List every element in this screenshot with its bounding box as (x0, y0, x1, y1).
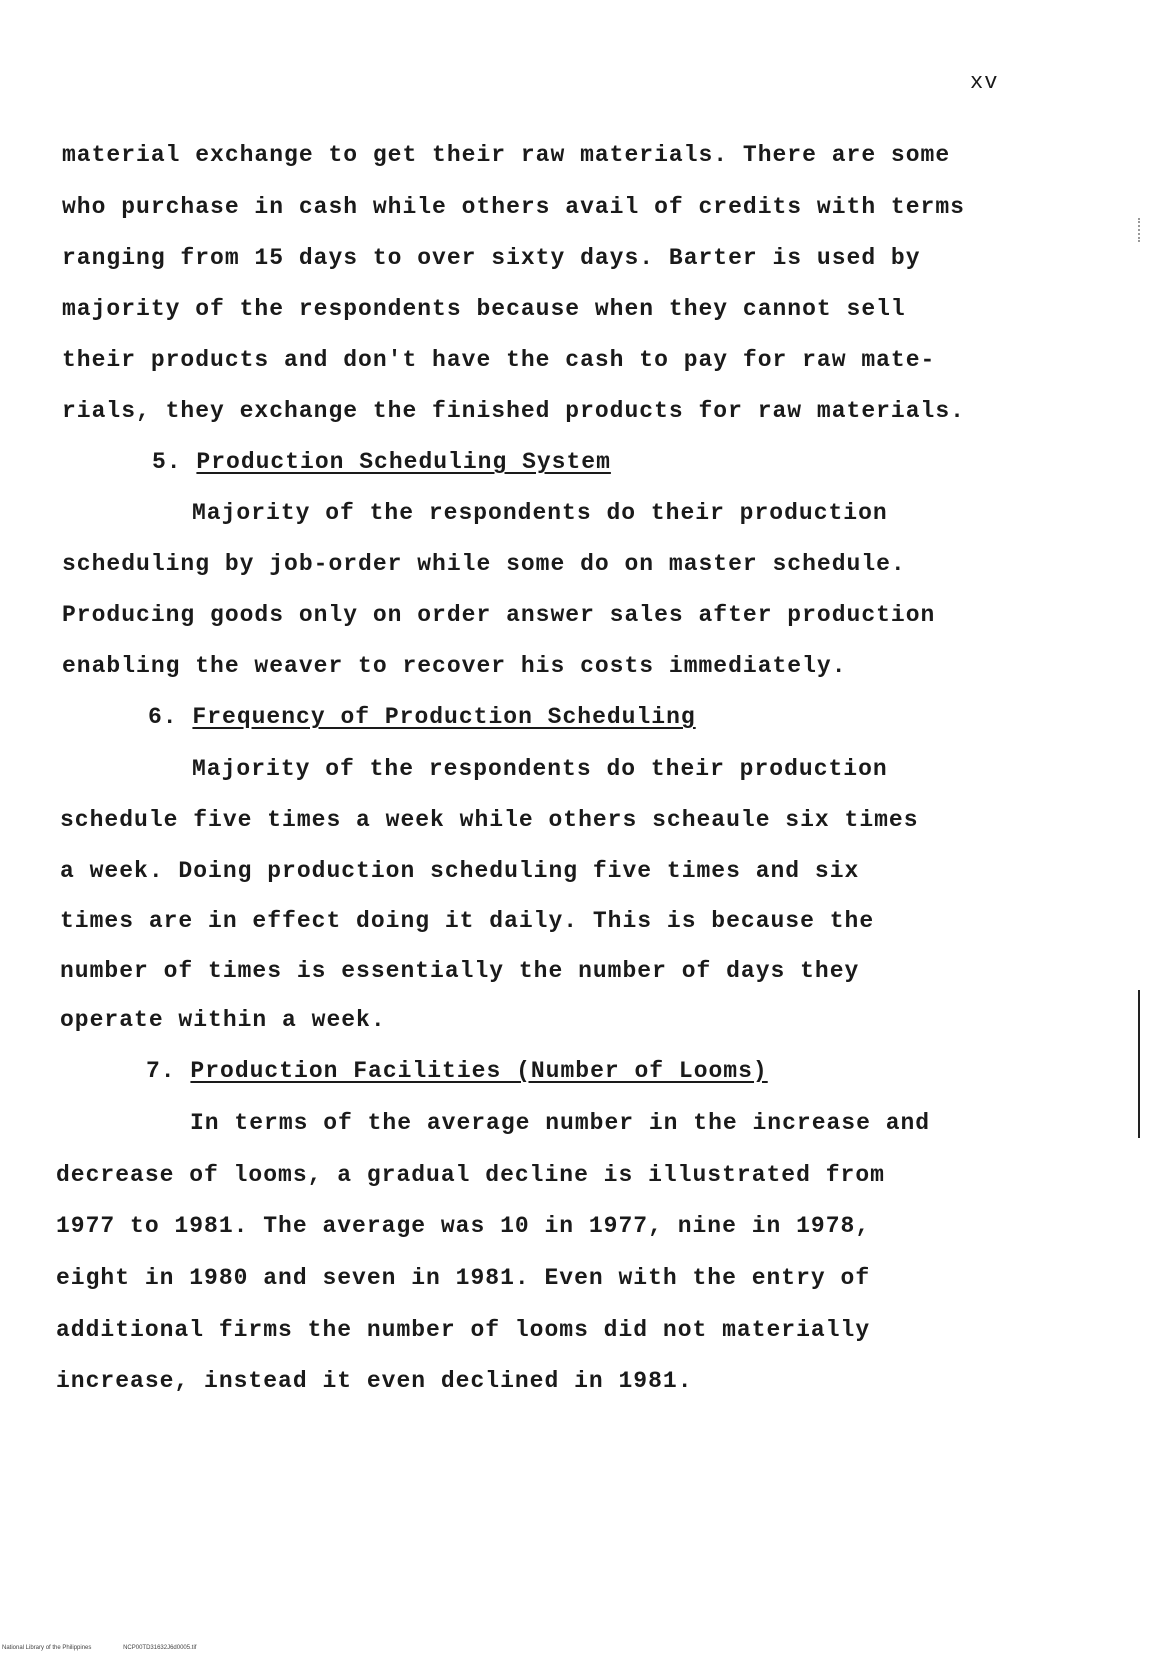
paragraph-line: Majority of the respondents do their production (192, 500, 888, 526)
paragraph-line: a week. Doing production scheduling five times and six (60, 858, 860, 884)
paragraph-line: schedule five times a week while others scheaule six times (60, 807, 919, 833)
section-heading (152, 449, 611, 475)
paragraph-line: ranging from 15 days to over sixty days. Barter is used by (62, 245, 921, 271)
paragraph-line: enabling the weaver to recover his costs immediately. (62, 653, 847, 679)
paragraph-line: In terms of the average number in the increase and (190, 1110, 931, 1136)
scan-footer (2, 1645, 226, 1651)
paragraph-line: who purchase in cash while others avail of credits with terms (62, 194, 965, 220)
footer-library: National Library of the Philippines (2, 1645, 92, 1651)
paragraph-line: times are in effect doing it daily. This is because the (60, 908, 875, 934)
paragraph-line: operate within a week. (60, 1007, 386, 1033)
scan-edge-mark (1138, 990, 1140, 1138)
section-heading (146, 1058, 768, 1084)
scan-dots (1138, 218, 1142, 242)
paragraph-line: eight in 1980 and seven in 1981. Even with the entry of (56, 1265, 871, 1291)
footer-code: NCP00TD31632J6d0005.tif (123, 1645, 197, 1651)
section-title: Production Scheduling System (196, 449, 611, 475)
paragraph-line: rials, they exchange the finished products for raw materials. (62, 398, 965, 424)
section-number: 7. (146, 1058, 176, 1084)
paragraph-line: number of times is essentially the number of days they (60, 958, 860, 984)
paragraph-line: additional firms the number of looms did not materially (56, 1317, 871, 1343)
section-title: Frequency of Production Scheduling (192, 704, 696, 730)
paragraph-line: scheduling by job-order while some do on master schedule. (62, 551, 906, 577)
paragraph-line: majority of the respondents because when they cannot sell (62, 296, 906, 322)
page-number: xv (970, 70, 999, 95)
paragraph-line: Producing goods only on order answer sales after production (62, 602, 936, 628)
paragraph-line: their products and don't have the cash to pay for raw mate- (62, 347, 936, 373)
paragraph-line: decrease of looms, a gradual decline is illustrated from (56, 1162, 885, 1188)
paragraph-line: material exchange to get their raw materials. There are some (62, 142, 951, 168)
paragraph-line: increase, instead it even declined in 1981. (56, 1368, 693, 1394)
section-title: Production Facilities (Number of Looms) (190, 1058, 768, 1084)
section-number: 6. (148, 704, 178, 730)
paragraph-line: 1977 to 1981. The average was 10 in 1977, nine in 1978, (56, 1213, 871, 1239)
section-heading (148, 704, 696, 730)
section-number: 5. (152, 449, 182, 475)
paragraph-line: Majority of the respondents do their production (192, 756, 888, 782)
